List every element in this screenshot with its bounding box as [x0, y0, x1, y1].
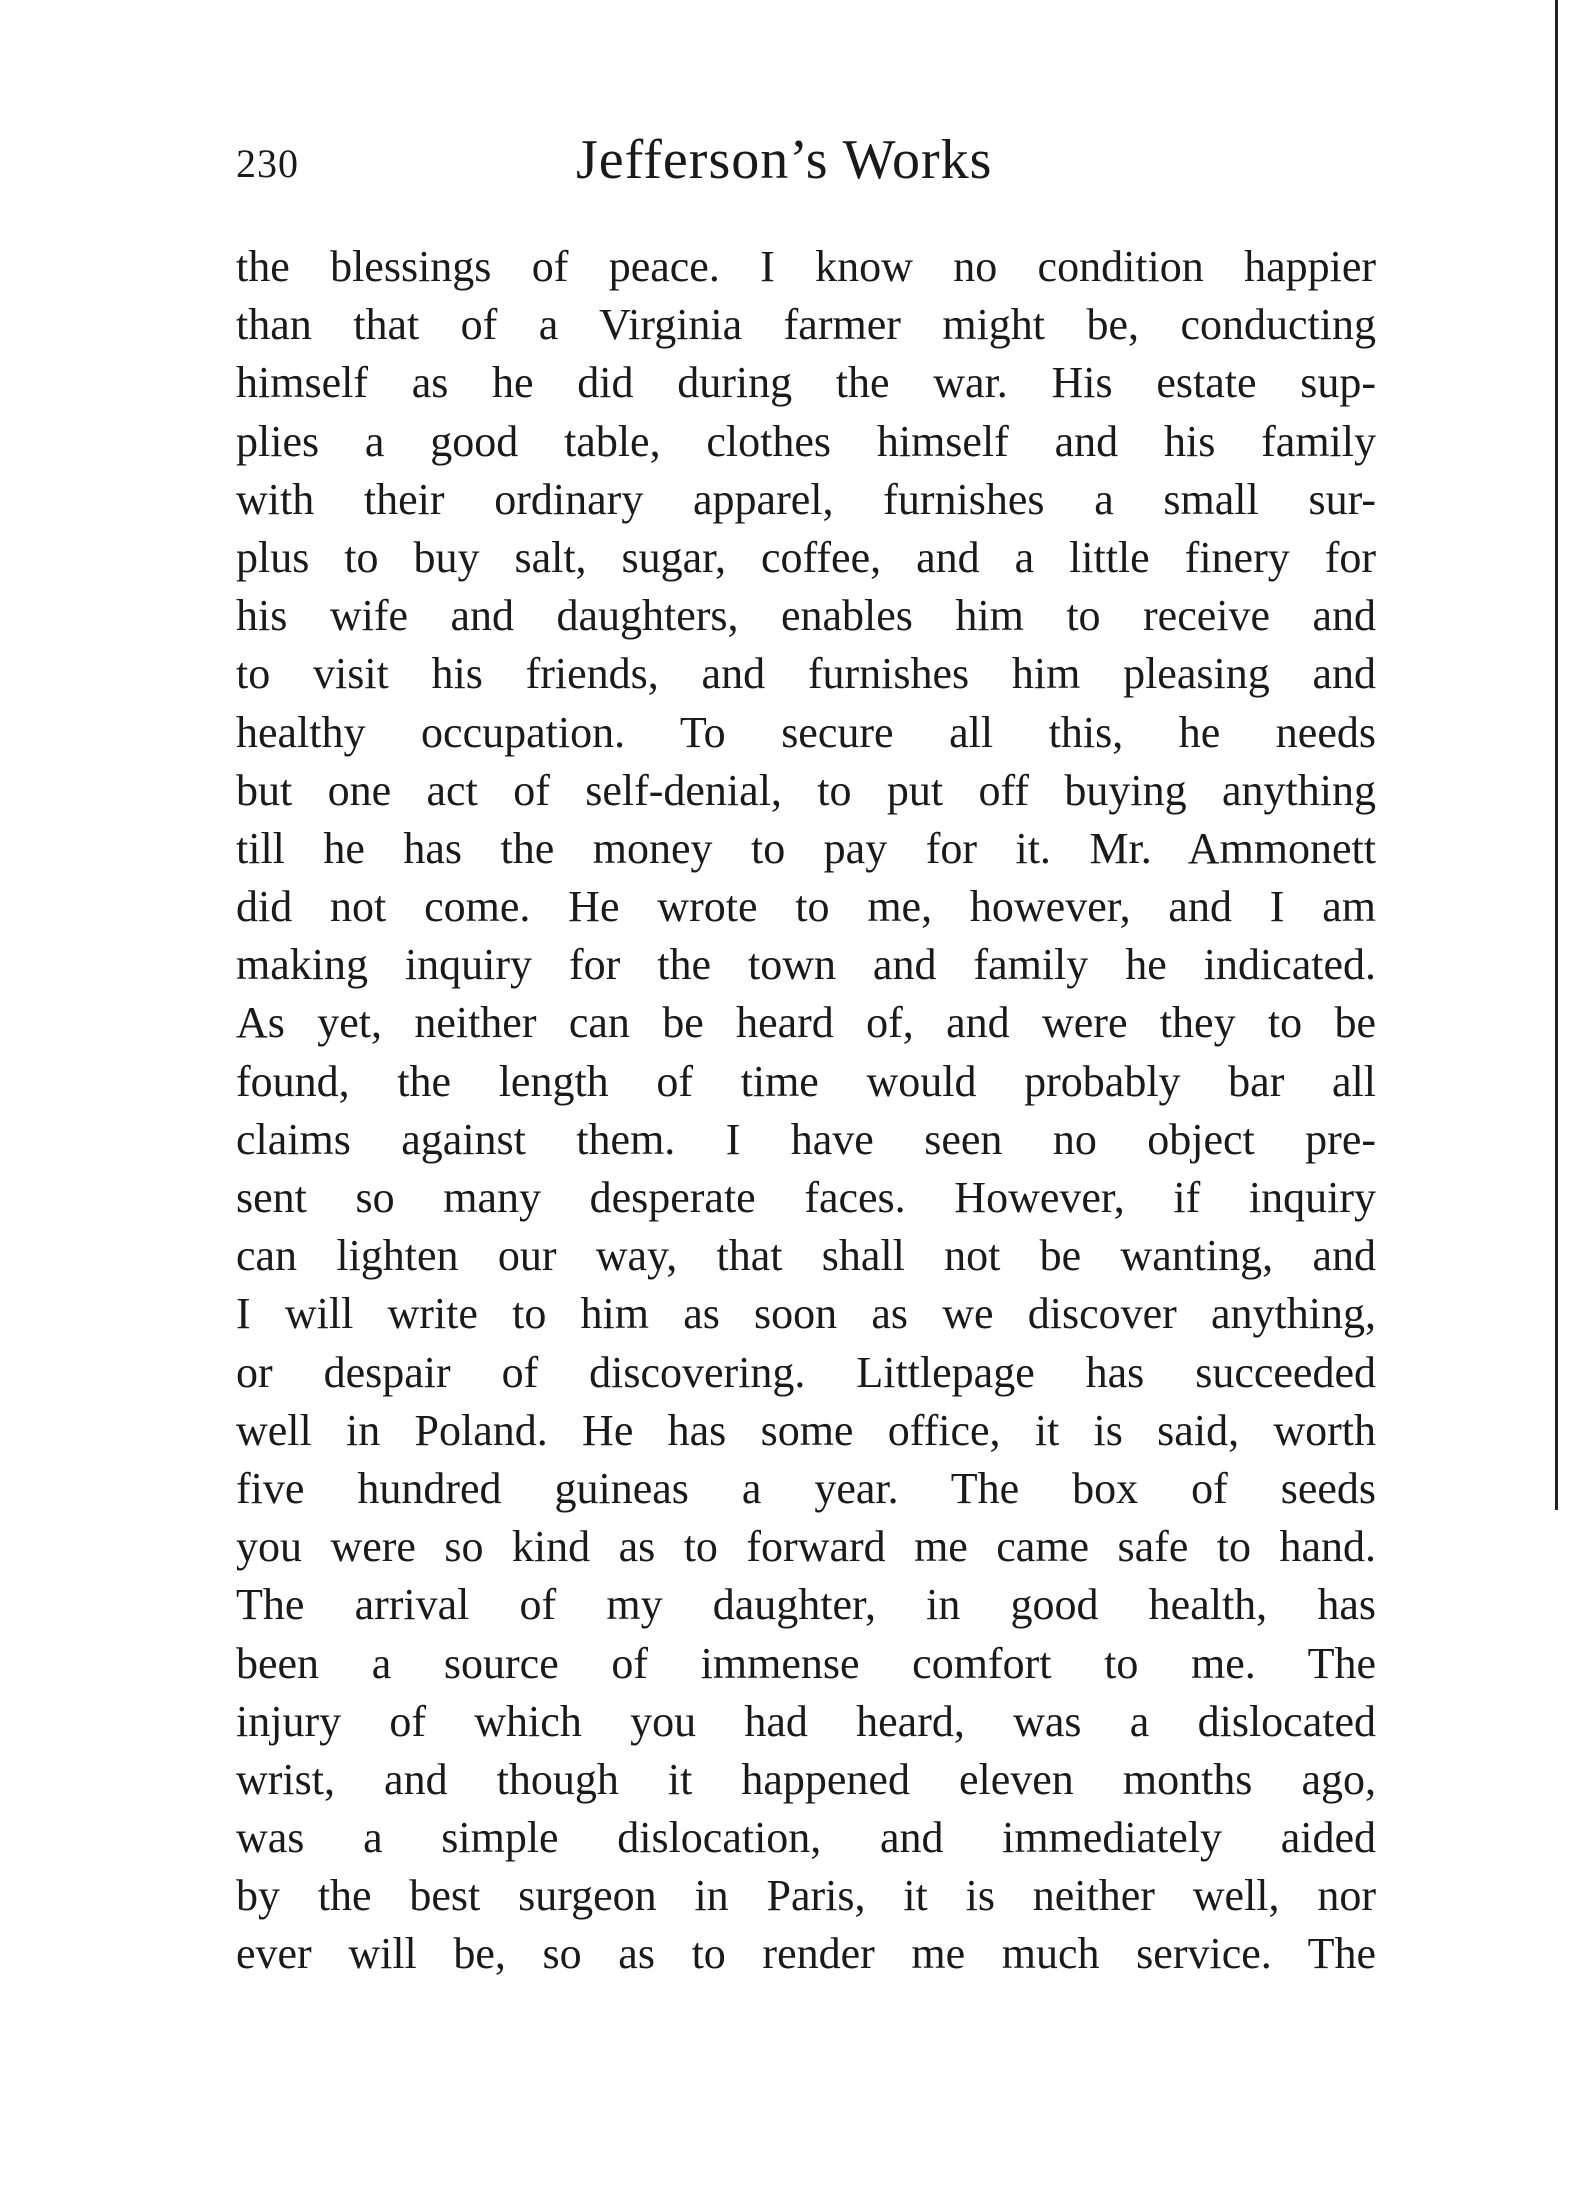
- text-line: I will write to him as soon as we discover anything,: [236, 1289, 1376, 1339]
- text-line: been a source of immense comfort to me. The: [236, 1638, 1376, 1688]
- text-line: sent so many desperate faces. However, if inquiry: [236, 1173, 1376, 1222]
- text-line: five hundred guineas a year. The box of seeds: [236, 1463, 1376, 1513]
- page-edge-divider: [1555, 0, 1558, 1510]
- text-line: healthy occupation. To secure all this, he needs: [236, 707, 1376, 757]
- text-line: found, the length of time would probably bar all: [236, 1056, 1376, 1106]
- text-line: making inquiry for the town and family he indicated.: [236, 940, 1376, 990]
- running-head: Jefferson’s Works: [576, 129, 993, 191]
- text-line: to visit his friends, and furnishes him pleasing and: [236, 649, 1376, 699]
- text-line: was a simple dislocation, and immediately aided: [236, 1813, 1376, 1863]
- text-line: claims against them. I have seen no object pre-: [236, 1114, 1376, 1164]
- text-line: the blessings of peace. I know no condition happier: [236, 242, 1376, 291]
- text-line: did not come. He wrote to me, however, and I am: [236, 882, 1376, 932]
- text-line: injury of which you had heard, was a dislocated: [236, 1696, 1376, 1746]
- text-line: or despair of discovering. Littlepage has succeeded: [236, 1347, 1376, 1397]
- text-line: As yet, neither can be heard of, and were they to be: [236, 998, 1376, 1048]
- text-line: than that of a Virginia farmer might be, conducting: [236, 300, 1376, 350]
- text-line: ever will be, so as to render me much service. The: [236, 1929, 1376, 1979]
- body-text: [236, 238, 1376, 1984]
- text-line: but one act of self-denial, to put off buying anything: [236, 765, 1376, 815]
- text-line: with their ordinary apparel, furnishes a small sur-: [236, 474, 1376, 524]
- text-line: his wife and daughters, enables him to receive and: [236, 591, 1376, 641]
- text-line: can lighten our way, that shall not be wanting, and: [236, 1231, 1376, 1281]
- text-line: you were so kind as to forward me came safe to hand.: [236, 1522, 1376, 1572]
- text-line: plies a good table, clothes himself and his family: [236, 416, 1376, 466]
- text-line: well in Poland. He has some office, it is said, worth: [236, 1405, 1376, 1455]
- text-line: by the best surgeon in Paris, it is neither well, nor: [236, 1871, 1376, 1921]
- text-line: wrist, and though it happened eleven months ago,: [236, 1754, 1376, 1804]
- text-line: till he has the money to pay for it. Mr. Ammonett: [236, 823, 1376, 873]
- page-header: [236, 128, 1376, 198]
- page-number: 230: [236, 141, 299, 186]
- text-line: The arrival of my daughter, in good health, has: [236, 1580, 1376, 1630]
- text-line: plus to buy salt, sugar, coffee, and a little finery for: [236, 532, 1376, 582]
- text-line: himself as he did during the war. His estate sup-: [236, 358, 1376, 408]
